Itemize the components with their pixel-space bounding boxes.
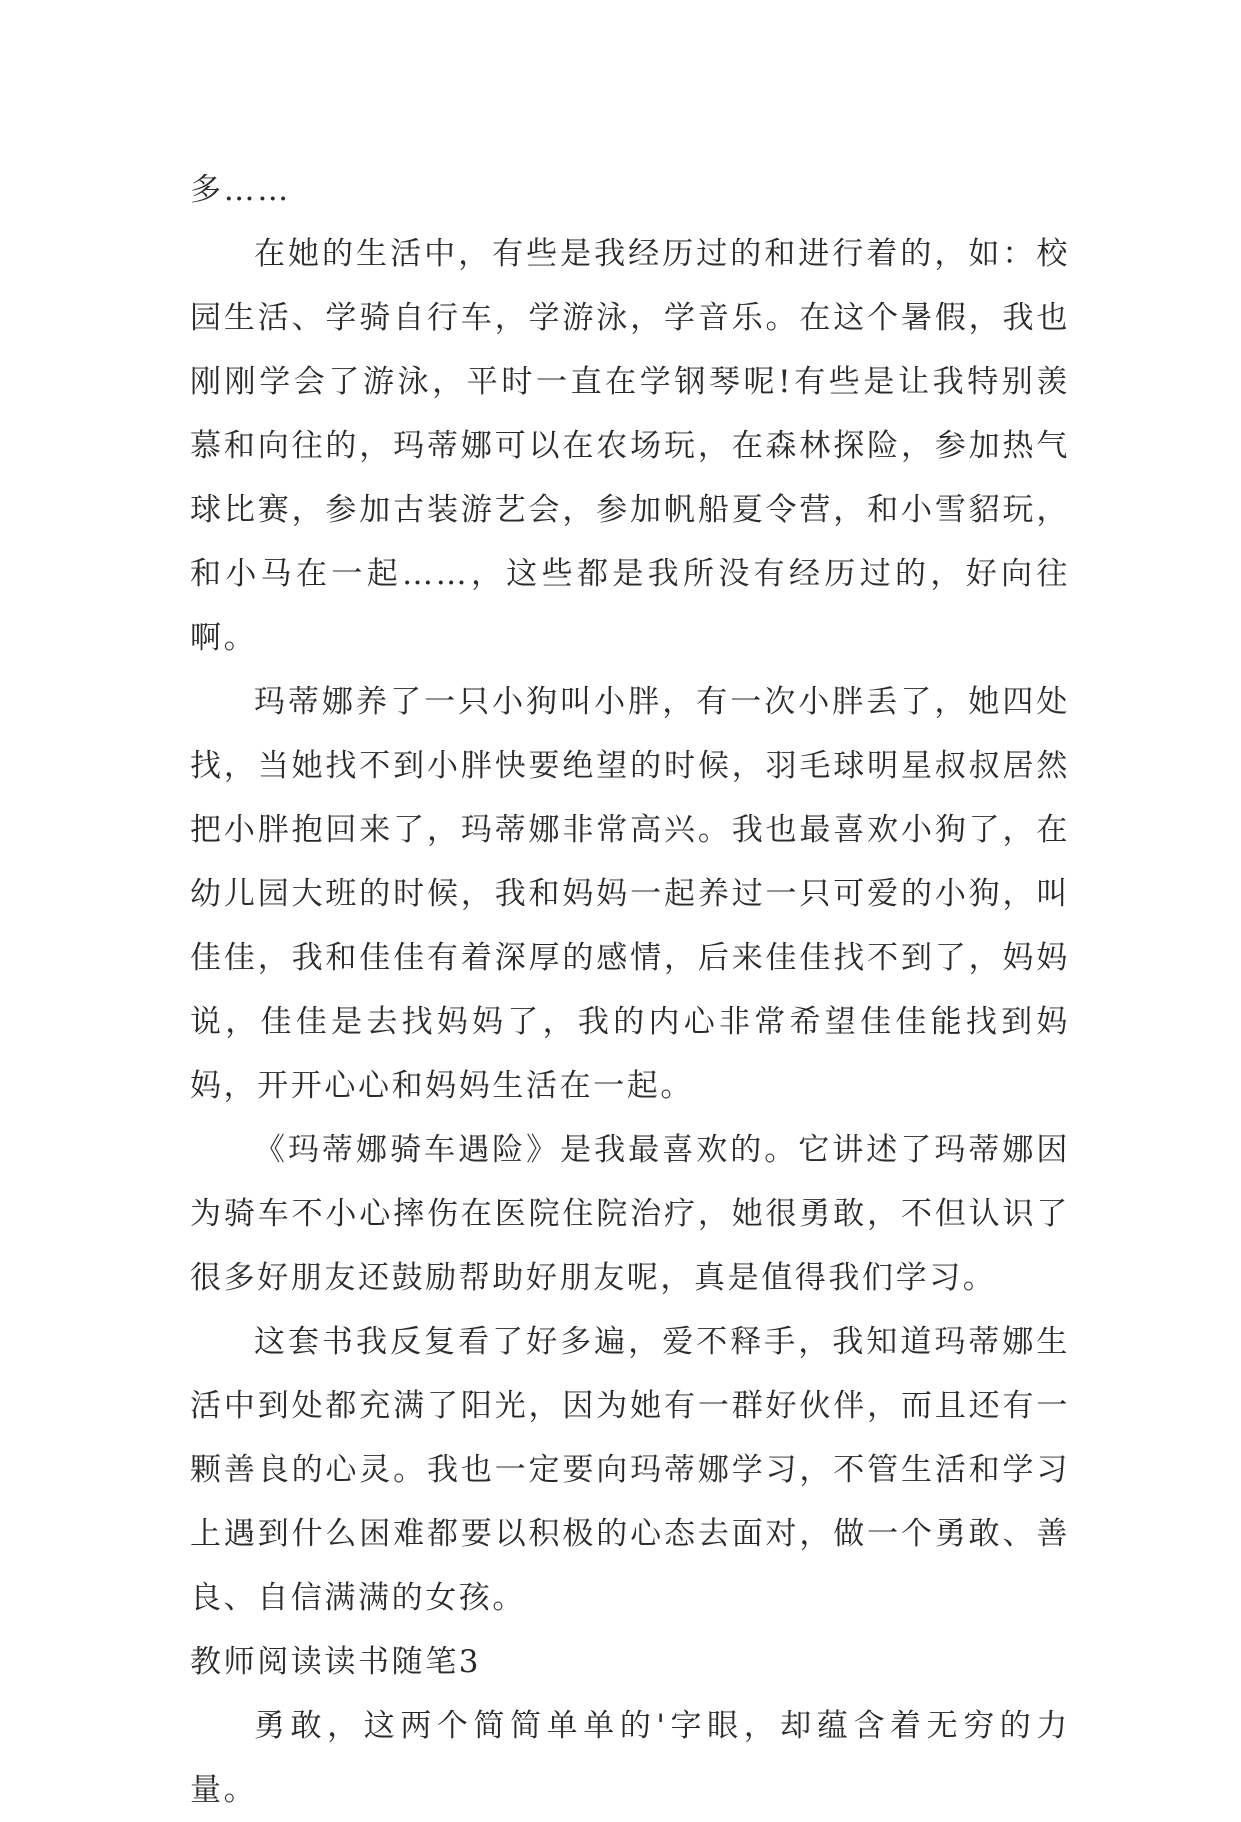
section-heading: 教师阅读读书随笔3 xyxy=(190,1644,482,1680)
paragraph-courage: 勇敢，这两个简简单单的'字眼，却蕴含着无穷的力量。 xyxy=(190,1708,1070,1808)
paragraph-conclusion: 这套书我反复看了好多遍，爱不释手，我知道玛蒂娜生活中到处都充满了阳光，因为她有一群好伙伴，而且还有一颗善良的心灵。我也一定要向玛蒂娜学习，不管生活和学习上遇到什么困难都要以积极的心态去面对，做一个勇敢、善良、自信满满的女孩。 xyxy=(190,1324,1070,1616)
paragraph-puppy-story: 玛蒂娜养了一只小狗叫小胖，有一次小胖丢了，她四处找，当她找不到小胖快要绝望的时候，羽毛球明星叔叔居然把小胖抱回来了，玛蒂娜非常高兴。我也最喜欢小狗了，在幼儿园大班的时候，我和妈妈一起养过一只可爱的小狗，叫佳佳，我和佳佳有着深厚的感情，后来佳佳找不到了，妈妈说，佳佳是去找妈妈了，我的内心非常希望佳佳能找到妈妈，开开心心和妈妈生活在一起。 xyxy=(190,684,1070,1104)
paragraph-continuation: 多…… xyxy=(190,172,291,208)
paragraph-life-experiences: 在她的生活中，有些是我经历过的和进行着的，如：校园生活、学骑自行车，学游泳，学音乐。在这个暑假，我也刚刚学会了游泳，平时一直在学钢琴呢!有些是让我特别羡慕和向往的，玛蒂娜可以在农场玩，在森林探险，参加热气球比赛，参加古装游艺会，参加帆船夏令营，和小雪貂玩，和小马在一起……，这些都是我所没有经历过的，好向往啊。 xyxy=(190,236,1070,656)
document-body xyxy=(190,158,1070,1822)
paragraph-favorite-book: 《玛蒂娜骑车遇险》是我最喜欢的。它讲述了玛蒂娜因为骑车不小心摔伤在医院住院治疗，她很勇敢，不但认识了很多好朋友还鼓励帮助好朋友呢，真是值得我们学习。 xyxy=(190,1132,1070,1296)
